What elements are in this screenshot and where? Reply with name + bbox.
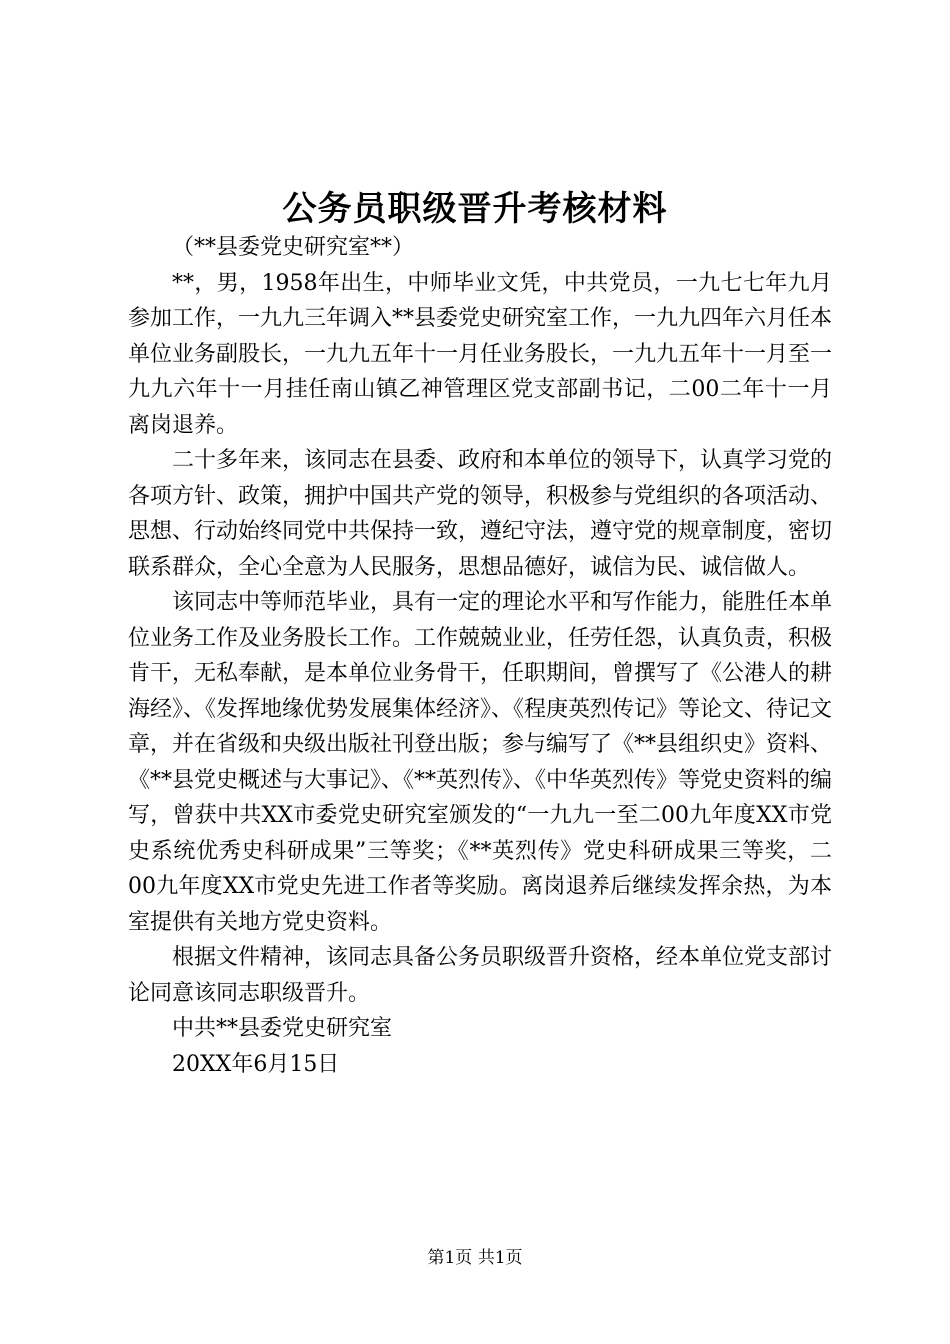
paragraph-1: **，男，1958年出生，中师毕业文凭，中共党员，一九七七年九月参加工作，一九九三年调入**县委党史研究室工作，一九九四年六月任本单位业务副股长，一九九五年十一月任业务股长，一九九五年十一月至一九九六年十一月挂任南山镇乙神管理区党支部副书记，二00二年十一月离岗退养。: [128, 270, 833, 438]
paragraph-4: 根据文件精神，该同志具备公务员职级晋升资格，经本单位党支部讨论同意该同志职级晋升。: [128, 945, 833, 1006]
paragraph-2: 二十多年来，该同志在县委、政府和本单位的领导下，认真学习党的各项方针、政策，拥护中国共产党的领导，积极参与党组织的各项活动、思想、行动始终同党中共保持一致，遵纪守法，遵守党的规章制度，密切联系群众，全心全意为人民服务，思想品德好，诚信为民、诚信做人。: [128, 448, 833, 580]
document-body: [128, 230, 832, 1082]
document-title: 公务员职级晋升考核材料: [282, 189, 668, 229]
page-number: 第1页 共1页: [427, 1248, 523, 1268]
paragraph-3: 该同志中等师范毕业，具有一定的理论水平和写作能力，能胜任本单位业务工作及业务股长工作。工作兢兢业业，任劳任怨，认真负责，积极肯干，无私奉献，是本单位业务骨干，任职期间，曾撰写了《公港人的耕海经》、《发挥地缘优势发展集体经济》、《程庚英烈传记》等论文、待记文章，并在省级和央级出版社刊登出版；参与编写了《**县组织史》资料、《**县党史概述与大事记》、《**英烈传》、《中华英烈传》等党史资料的编写，曾获中共XX市委党史研究室颁发的“一九九一至二00九年度XX市党史系统优秀史科研成果”三等奖；《**英烈传》党史科研成果三等奖，二00九年度XX市党史先进工作者等奖励。离岗退养后继续发挥余热，为本室提供有关地方党史资料。: [128, 590, 833, 935]
document-subtitle: （**县委党史研究室**）: [172, 235, 415, 260]
signature-date: 20XX年6月15日: [172, 1051, 340, 1077]
signature-org: 中共**县委党史研究室: [172, 1016, 393, 1041]
